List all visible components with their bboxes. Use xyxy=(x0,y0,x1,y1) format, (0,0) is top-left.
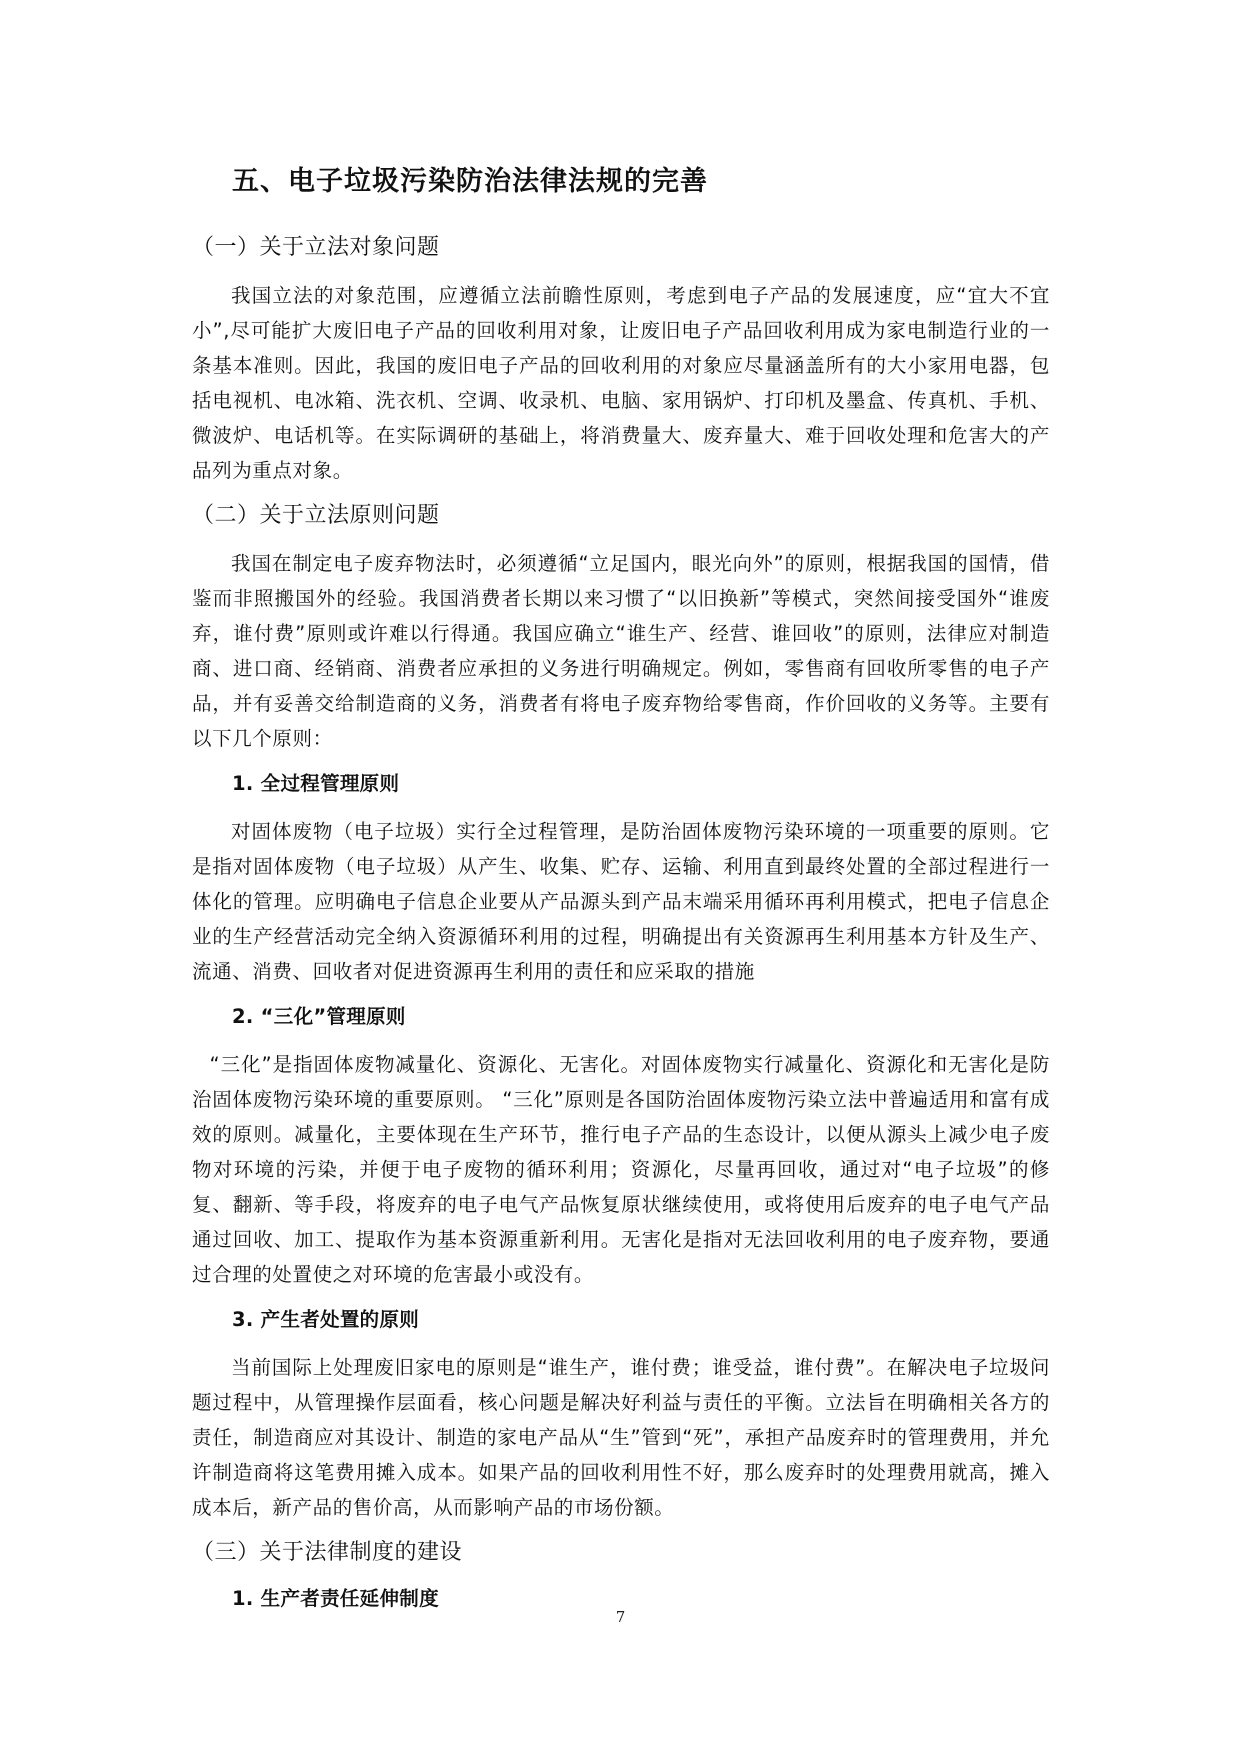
subsection-heading-2-1: 1. 全过程管理原则 xyxy=(232,772,400,795)
subsection-2-2-paragraph: “三化”是指固体废物减量化、资源化、无害化。对固体废物实行减量化、资源化和无害化是防治固体废物污染环境的重要原则。 “三化”原则是各国防治固体废物污染立法中普遍适用和富有成效的原则。减量化，主要体现在生产环节，推行电子产品的生态设计，以便从源头上减少电子废物对环境的污染，并便于电子废物的循环利用；资源化，尽量再回收，通过对“电子垃圾”的修复、翻新、等手段，将废弃的电子电气产品恢复原状继续使用，或将使用后废弃的电子电气产品通过回收、加工、提取作为基本资源重新利用。无害化是指对无法回收利用的电子废弃物，要通过合理的处置使之对环境的危害最小或没有。 xyxy=(192,1053,1050,1286)
subsection-heading-2-2: 2. “三化”管理原则 xyxy=(232,1005,406,1028)
subsection-2-1-paragraph: 对固体废物（电子垃圾）实行全过程管理，是防治固体废物污染环境的一项重要的原则。它是指对固体废物（电子垃圾）从产生、收集、贮存、运输、利用直到最终处置的全部过程进行一体化的管理。应明确电子信息企业要从产品源头到产品末端采用循环再利用模式，把电子信息企业的生产经营活动完全纳入资源循环利用的过程，明确提出有关资源再生利用基本方针及生产、流通、消费、回收者对促进资源再生利用的责任和应采取的措施 xyxy=(192,820,1050,983)
subsection-2-3-paragraph: 当前国际上处理废旧家电的原则是“谁生产，谁付费；谁受益，谁付费”。在解决电子垃圾问题过程中，从管理操作层面看，核心问题是解决好利益与责任的平衡。立法旨在明确相关各方的责任，制造商应对其设计、制造的家电产品从“生”管到“死”，承担产品废弃时的管理费用，并允许制造商将这笔费用摊入成本。如果产品的回收利用性不好，那么废弃时的处理费用就高，摊入成本后，新产品的售价高，从而影响产品的市场份额。 xyxy=(192,1356,1050,1519)
section-2-paragraph: 我国在制定电子废弃物法时，必须遵循“立足国内，眼光向外”的原则，根据我国的国情，借鉴而非照搬国外的经验。我国消费者长期以来习惯了“以旧换新”等模式，突然间接受国外“谁废弃，谁付费”原则或许难以行得通。我国应确立“谁生产、经营、谁回收”的原则，法律应对制造商、进口商、经销商、消费者应承担的义务进行明确规定。例如，零售商有回收所零售的电子产品，并有妥善交给制造商的义务，消费者有将电子废弃物给零售商，作价回收的义务等。主要有以下几个原则： xyxy=(192,552,1050,750)
subsection-heading-2-3: 3. 产生者处置的原则 xyxy=(232,1308,420,1331)
page-number: 7 xyxy=(615,1608,626,1626)
section-heading-1: （一）关于立法对象问题 xyxy=(192,235,440,260)
page-content xyxy=(192,162,1050,1629)
section-heading-3: （三）关于法律制度的建设 xyxy=(192,1540,463,1565)
subsection-heading-3-1: 1. 生产者责任延伸制度 xyxy=(232,1587,439,1610)
section-1-paragraph: 我国立法的对象范围，应遵循立法前瞻性原则，考虑到电子产品的发展速度，应“宜大不宜小”,尽可能扩大废旧电子产品的回收利用对象，让废旧电子产品回收利用成为家电制造行业的一条基本准则。因此，我国的废旧电子产品的回收利用的对象应尽量涵盖所有的大小家用电器，包括电视机、电冰箱、洗衣机、空调、收录机、电脑、家用锅炉、打印机及墨盒、传真机、手机、微波炉、电话机等。在实际调研的基础上，将消费量大、废弃量大、难于回收处理和危害大的产品列为重点对象。 xyxy=(192,284,1050,482)
section-heading-2: （二）关于立法原则问题 xyxy=(192,503,440,528)
chapter-title: 五、电子垃圾污染防治法律法规的完善 xyxy=(232,166,708,197)
